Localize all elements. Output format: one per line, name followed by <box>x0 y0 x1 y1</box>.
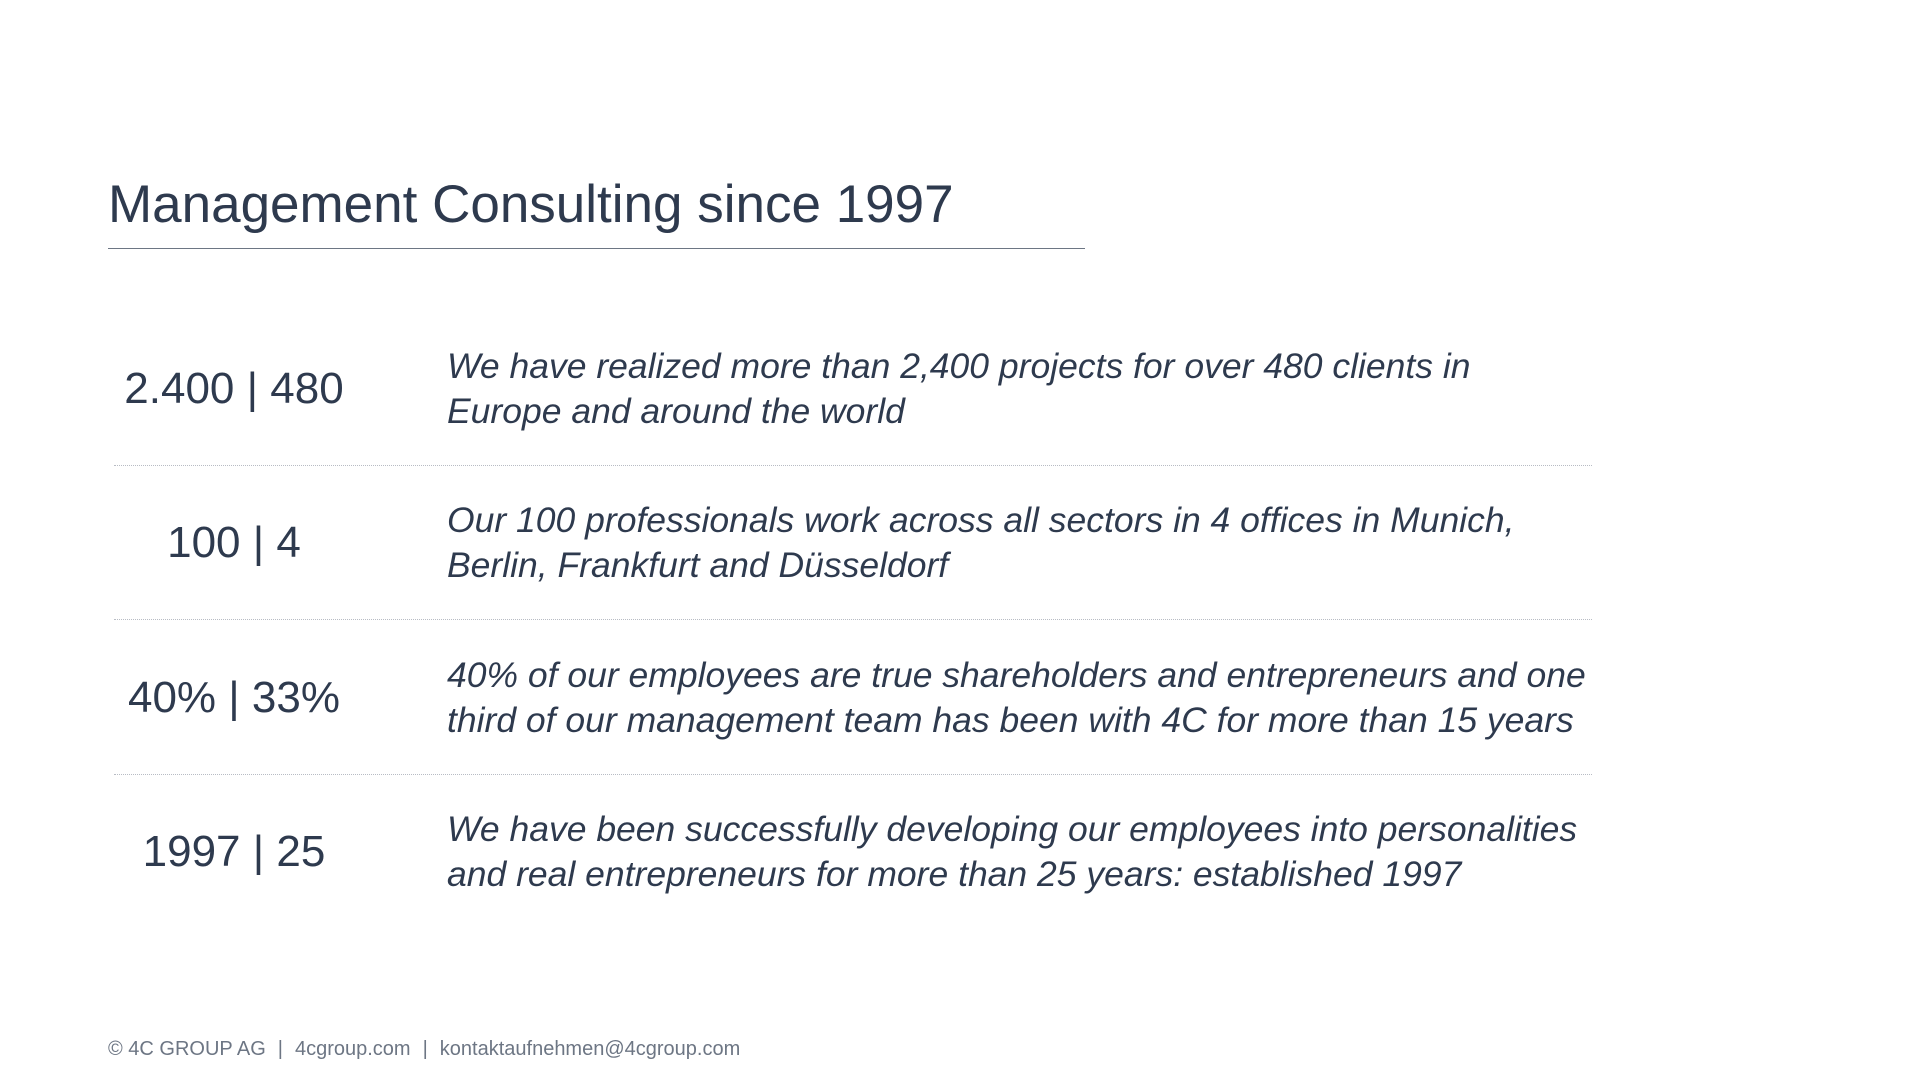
fact-description: We have realized more than 2,400 projects for over 480 clients in Europe and around the world <box>447 346 1471 431</box>
fact-metric: 2.400 | 480 <box>124 364 344 413</box>
fact-metric: 1997 | 25 <box>142 827 326 876</box>
fact-description: We have been successfully developing our employees into personalities and real entrepreneurs for more than 25 years: established 1997 <box>447 809 1578 894</box>
footer-email-link[interactable]: kontaktaufnehmen@4cgroup.com <box>439 1038 741 1060</box>
fact-row <box>114 621 1592 775</box>
fact-description: Our 100 professionals work across all sectors in 4 offices in Munich, Berlin, Frankfurt and Düsseldorf <box>447 500 1515 585</box>
fact-metric: 40% | 33% <box>127 673 340 722</box>
fact-description: 40% of our employees are true shareholders and entrepreneurs and one third of our management team has been with 4C for more than 15 years <box>447 655 1586 740</box>
fact-row <box>114 312 1592 466</box>
footer-separator: | <box>277 1038 283 1060</box>
page-title: Management Consulting since 1997 <box>108 175 954 234</box>
title-underline <box>108 248 1085 249</box>
fact-row <box>114 775 1592 929</box>
footer <box>108 1038 740 1061</box>
footer-website-link[interactable]: 4cgroup.com <box>294 1038 411 1060</box>
fact-metric: 100 | 4 <box>167 518 301 567</box>
row-divider <box>114 619 1592 620</box>
footer-separator: | <box>422 1038 428 1060</box>
footer-copyright: © 4C GROUP AG <box>108 1038 266 1060</box>
fact-row <box>114 466 1592 620</box>
